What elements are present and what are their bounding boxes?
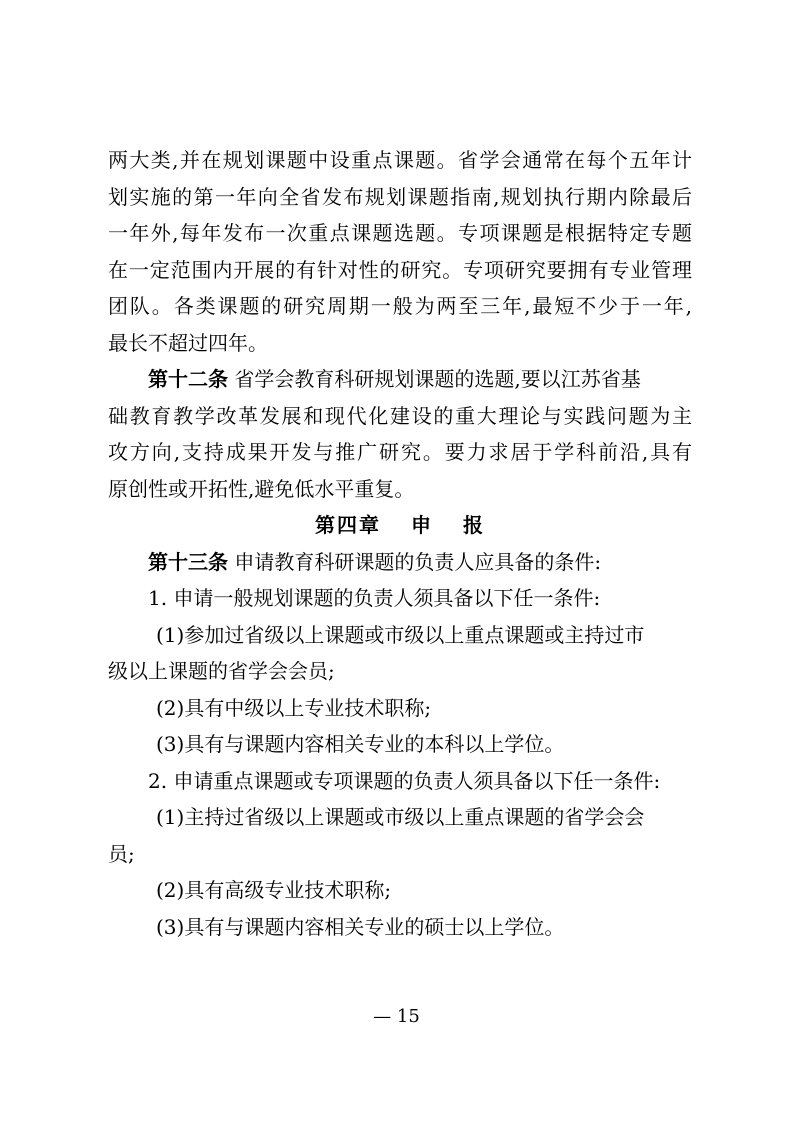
list-subitem: (1)参加过省级以上课题或市级以上重点课题或主持过市 [156,622,645,647]
list-subitem: (3)具有与课题内容相关专业的硕士以上学位。 [156,914,565,939]
chapter-heading [108,507,692,544]
list-subitem: (1)主持过省级以上课题或市级以上重点课题的省学会会 [156,805,645,829]
list-item: 1. 申请一般规划课题的负责人须具备以下任一条件: [148,586,601,610]
paragraph-line: 原创性或开拓性,避免低水平重复。 [108,476,415,501]
article-12-text: 省学会教育科研规划课题的选题,要以江苏省基 [234,367,641,391]
paragraph-line: 在一定范围内开展的有针对性的研究。专项研究要拥有专业管理 [108,257,692,282]
list-subitem: (2)具有中级以上专业技术职称; [156,695,432,720]
list-item: 2. 申请重点课题或专项课题的负责人须具备以下任一条件: [148,768,661,793]
article-13-line [108,544,692,581]
paragraph-line: 划实施的第一年向全省发布规划课题指南,规划执行期内除最后 [108,184,692,209]
paragraph-line: 最长不超过四年。 [108,330,268,355]
chapter-number: 第四章 [315,513,381,537]
list-subitem-continuation: 员; [108,841,135,866]
chapter-title-part1: 申 [411,513,433,537]
list-subitem: (3)具有与课题内容相关专业的本科以上学位。 [156,732,565,756]
article-12-title: 第十二条 [148,367,228,391]
chapter-title-part2: 报 [463,513,485,537]
list-subitem: (2)具有高级专业技术职称; [156,878,392,902]
paragraph-line: 攻方向,支持成果开发与推广研究。要力求居于学科前沿,具有 [108,440,692,464]
paragraph-line: 一年外,每年发布一次重点课题选题。专项课题是根据特定专题 [108,221,692,245]
paragraph-line: 两大类,并在规划课题中设重点课题。省学会通常在每个五年计 [108,148,692,172]
document-body [108,142,692,945]
page-number: — 15 [373,1006,420,1027]
paragraph-line: 团队。各类课题的研究周期一般为两至三年,最短不少于一年, [108,294,692,318]
article-12-first-line [108,361,692,398]
list-subitem-continuation: 级以上课题的省学会会员; [108,659,335,683]
article-13-title: 第十三条 [148,549,228,574]
paragraph-line: 础教育教学改革发展和现代化建设的重大理论与实践问题为主 [108,403,692,428]
article-13-text: 申请教育科研课题的负责人应具备的条件: [234,549,602,574]
